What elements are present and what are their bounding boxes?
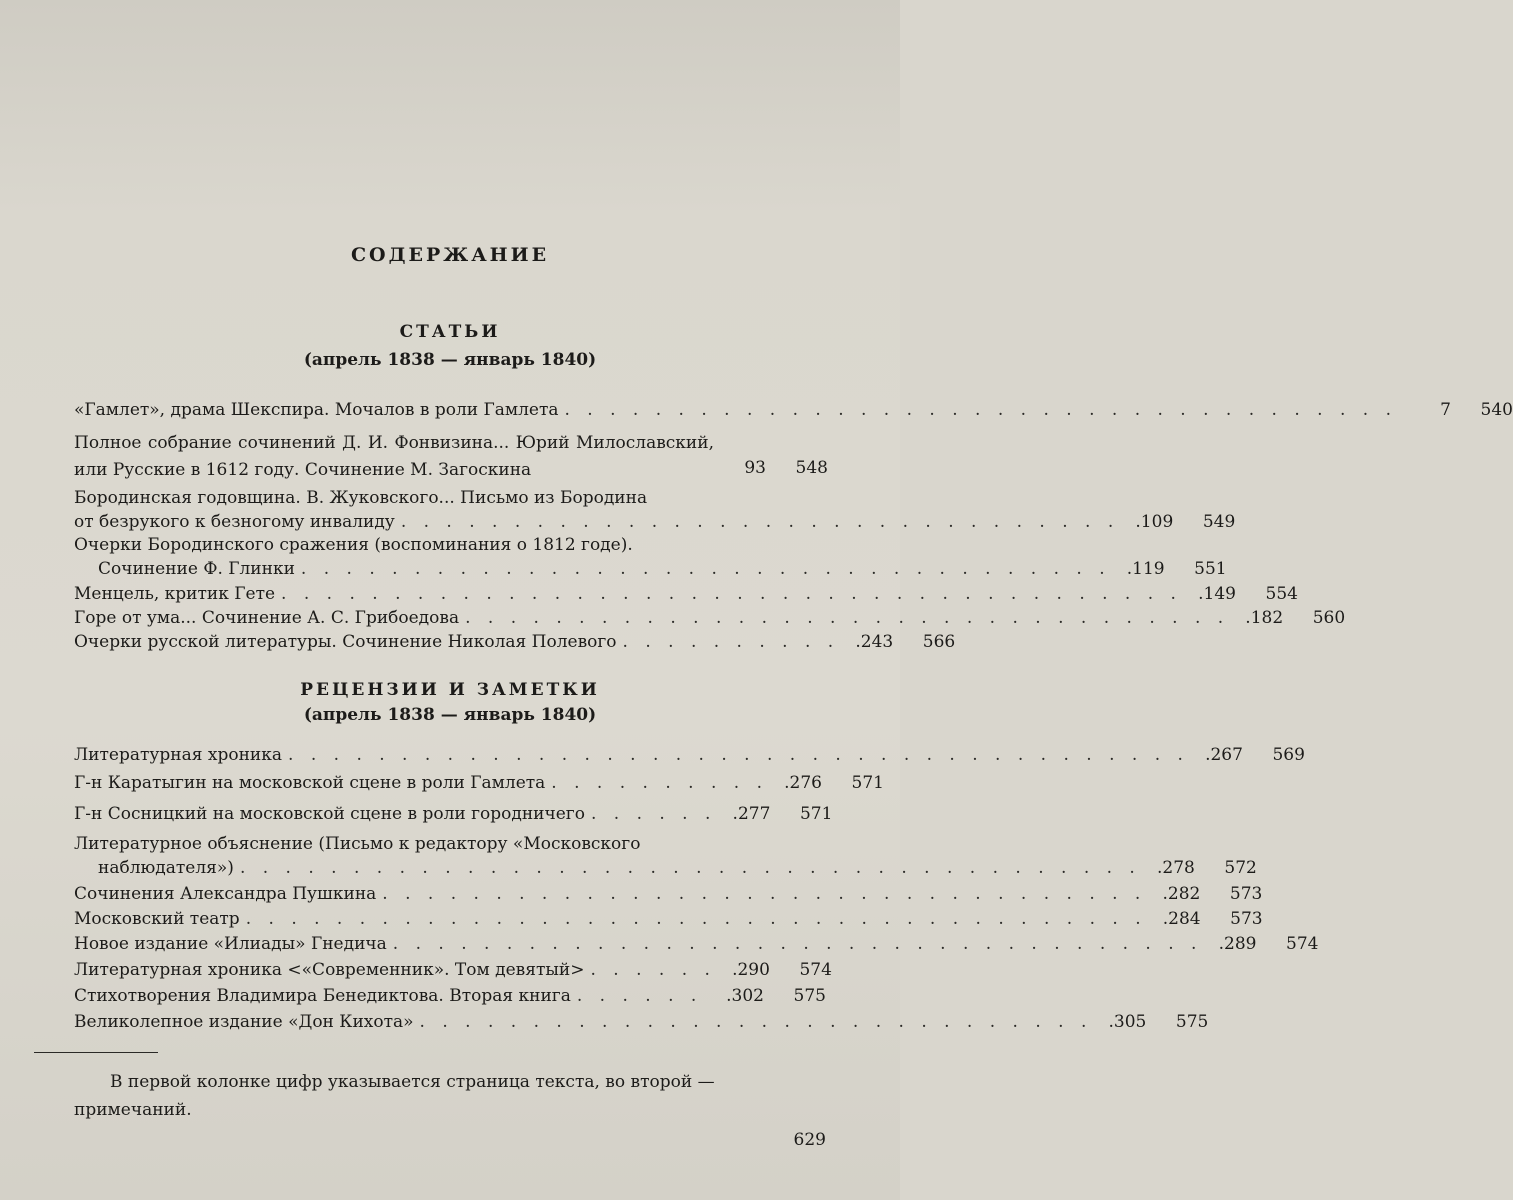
text-page-number: 7: [1440, 400, 1451, 420]
toc-entry: [74, 773, 884, 797]
notes-page-number: 566: [922, 632, 956, 652]
toc-entry: [74, 1012, 1209, 1036]
footnote: В первой колонке цифр указывается страница текста, во второй — примечаний.: [74, 1072, 715, 1120]
notes-page-number: 560: [1312, 608, 1346, 628]
leader-dots: . . . . . .: [590, 804, 717, 824]
notes-page-number: 574: [1286, 934, 1319, 954]
notes-page-number: 549: [1202, 512, 1236, 532]
text-page-number: .302: [726, 986, 764, 1006]
notes-page-number: 575: [793, 986, 826, 1006]
leader-dots: . . . . . . . . . . . . . . . . . . . . . . . . . . . . . . . .: [400, 512, 1120, 532]
leader-dots: . . . . . . . . . . . . . . . . . . . . . . . . . . . . . .: [419, 1012, 1093, 1032]
text-page-number: .182: [1245, 608, 1284, 628]
notes-page-number: 551: [1194, 559, 1227, 579]
leader-dots: . . . . . . . . . .: [622, 632, 840, 652]
notes-page-number: 569: [1272, 745, 1305, 765]
text-page-number: .119: [1126, 559, 1165, 579]
text-page-number: .276: [784, 773, 822, 793]
toc-entry: [74, 632, 956, 656]
entry-title: Новое издание «Илиады» Гнедича: [74, 934, 387, 954]
toc-entry: [74, 400, 1513, 424]
text-page-number: .290: [732, 960, 770, 980]
notes-page-number: 572: [1224, 858, 1257, 878]
text-page-number: .305: [1108, 1012, 1147, 1032]
notes-page-number: 574: [799, 960, 832, 980]
leader-dots: . . . . . .: [590, 960, 716, 980]
notes-page-number: 554: [1265, 584, 1298, 604]
text-page-number: 93: [744, 458, 766, 478]
text-page-number: .284: [1162, 909, 1201, 929]
text-page-number: .289: [1218, 934, 1257, 954]
leader-dots: . . . . . . . . . . . . . . . . . . . . . . . . . . . . . . . . . . . .: [392, 934, 1203, 954]
text-page-number: .149: [1198, 584, 1236, 604]
entry-title: Литературная хроника: [74, 745, 283, 765]
entry-title: Литературное объяснение (Письмо к редактору «Московского: [74, 834, 641, 854]
toc-entry: [74, 986, 826, 1010]
entry-title: Г-н Каратыгин на московской сцене в роли Гамлета: [74, 773, 546, 793]
text-page-number: .278: [1156, 858, 1195, 878]
text-page-number: .109: [1135, 512, 1174, 532]
leader-dots: . . . . . . . . . .: [551, 773, 768, 793]
leader-dots: . . . . . . . . . . . . . . . . . . . . . . . . . . . . . . . . . . . .: [300, 559, 1111, 579]
entry-title: Литературная хроника <«Современник». Том девятый>: [74, 960, 585, 980]
page-number: 629: [793, 1130, 826, 1150]
leader-dots: . . . . . . . . . . . . . . . . . . . . . . . . . . . . . . . . . .: [465, 608, 1230, 628]
toc-entry: [74, 960, 832, 984]
text-page-number: .267: [1205, 745, 1243, 765]
notes-page-number: 571: [851, 773, 884, 793]
toc-entry: [74, 535, 1227, 583]
entry-title-continued: наблюдателя»): [98, 858, 234, 878]
entry-title-continued: от безрукого к безногому инвалиду: [74, 512, 395, 532]
toc-entry: [74, 834, 1257, 882]
toc-entry: [74, 745, 1305, 769]
toc-entry: [74, 430, 826, 484]
notes-page-number: 573: [1229, 884, 1263, 904]
leader-dots: . . . . . . . . . . . . . . . . . . . . . . . . . . . . . . . . . . . . . . . .: [245, 909, 1147, 929]
toc-entry: [74, 884, 1263, 908]
entry-title: Горе от ума... Сочинение А. С. Грибоедова: [74, 608, 460, 628]
leader-dots: . . . . . . . . . . . . . . . . . . . . . . . . . . . . . . . . . . . . . . . .: [288, 745, 1189, 765]
section-heading-reviews: РЕЦЕНЗИИ И ЗАМЕТКИ: [300, 680, 600, 700]
notes-page-number: 571: [799, 804, 833, 824]
entry-title: Г-н Сосницкий на московской сцене в роли городничего: [74, 804, 585, 824]
footnote-separator: [34, 1052, 158, 1053]
toc-entry: [74, 909, 1263, 933]
entry-title: Очерки Бородинского сражения (воспоминания о 1812 годе).: [74, 535, 633, 555]
leader-dots: . . . . . . . . . . . . . . . . . . . . . . . . . . . . . . . . . . . . .: [564, 400, 1397, 420]
text-page-number: .277: [732, 804, 771, 824]
leader-dots: . . . . . . . . . . . . . . . . . . . . . . . . . . . . . . . . . . . . . . . .: [239, 858, 1141, 878]
notes-page-number: 573: [1230, 909, 1263, 929]
toc-entry: [74, 488, 1236, 536]
entry-title: «Гамлет», драма Шекспира. Мочалов в роли Гамлета: [74, 400, 559, 420]
entry-title: Великолепное издание «Дон Кихота»: [74, 1012, 414, 1032]
toc-entry: [74, 804, 833, 828]
section-subheading-articles: (апрель 1838 — январь 1840): [303, 350, 597, 370]
entry-title: Московский театр: [74, 909, 240, 929]
leader-dots: . . . . . . . . . . . . . . . . . . . . . . . . . . . . . . . . . .: [382, 884, 1147, 904]
notes-page-number: 540: [1480, 400, 1513, 420]
page-title: СОДЕРЖАНИЕ: [350, 244, 550, 266]
leader-dots: . . . . . . . . . . . . . . . . . . . . . . . . . . . . . . . . . . . . . . . .: [281, 584, 1182, 604]
entry-title: Полное собрание сочинений Д. И. Фонвизина... Юрий Милославский, или Русские в 1612 году. Сочинение М. Загоскина: [74, 433, 714, 480]
section-heading-articles: СТАТЬИ: [399, 322, 501, 342]
toc-entry: [74, 934, 1319, 958]
entry-title-continued: Сочинение Ф. Глинки: [98, 559, 295, 579]
text-page-number: .243: [855, 632, 894, 652]
section-subheading-reviews: (апрель 1838 — январь 1840): [303, 705, 597, 725]
entry-title: Бородинская годовщина. В. Жуковского... Письмо из Бородина: [74, 488, 648, 508]
notes-page-number: 548: [795, 458, 828, 478]
text-page-number: .282: [1162, 884, 1201, 904]
entry-title: Менцель, критик Гете: [74, 584, 276, 604]
entry-title: Стихотворения Владимира Бенедиктова. Вторая книга: [74, 986, 571, 1006]
entry-title: Сочинения Александра Пушкина: [74, 884, 377, 904]
leader-dots: . . . . . .: [576, 986, 703, 1006]
toc-entry: [74, 584, 1298, 608]
entry-title: Очерки русской литературы. Сочинение Николая Полевого: [74, 632, 617, 652]
notes-page-number: 575: [1175, 1012, 1209, 1032]
toc-entry: [74, 608, 1346, 632]
